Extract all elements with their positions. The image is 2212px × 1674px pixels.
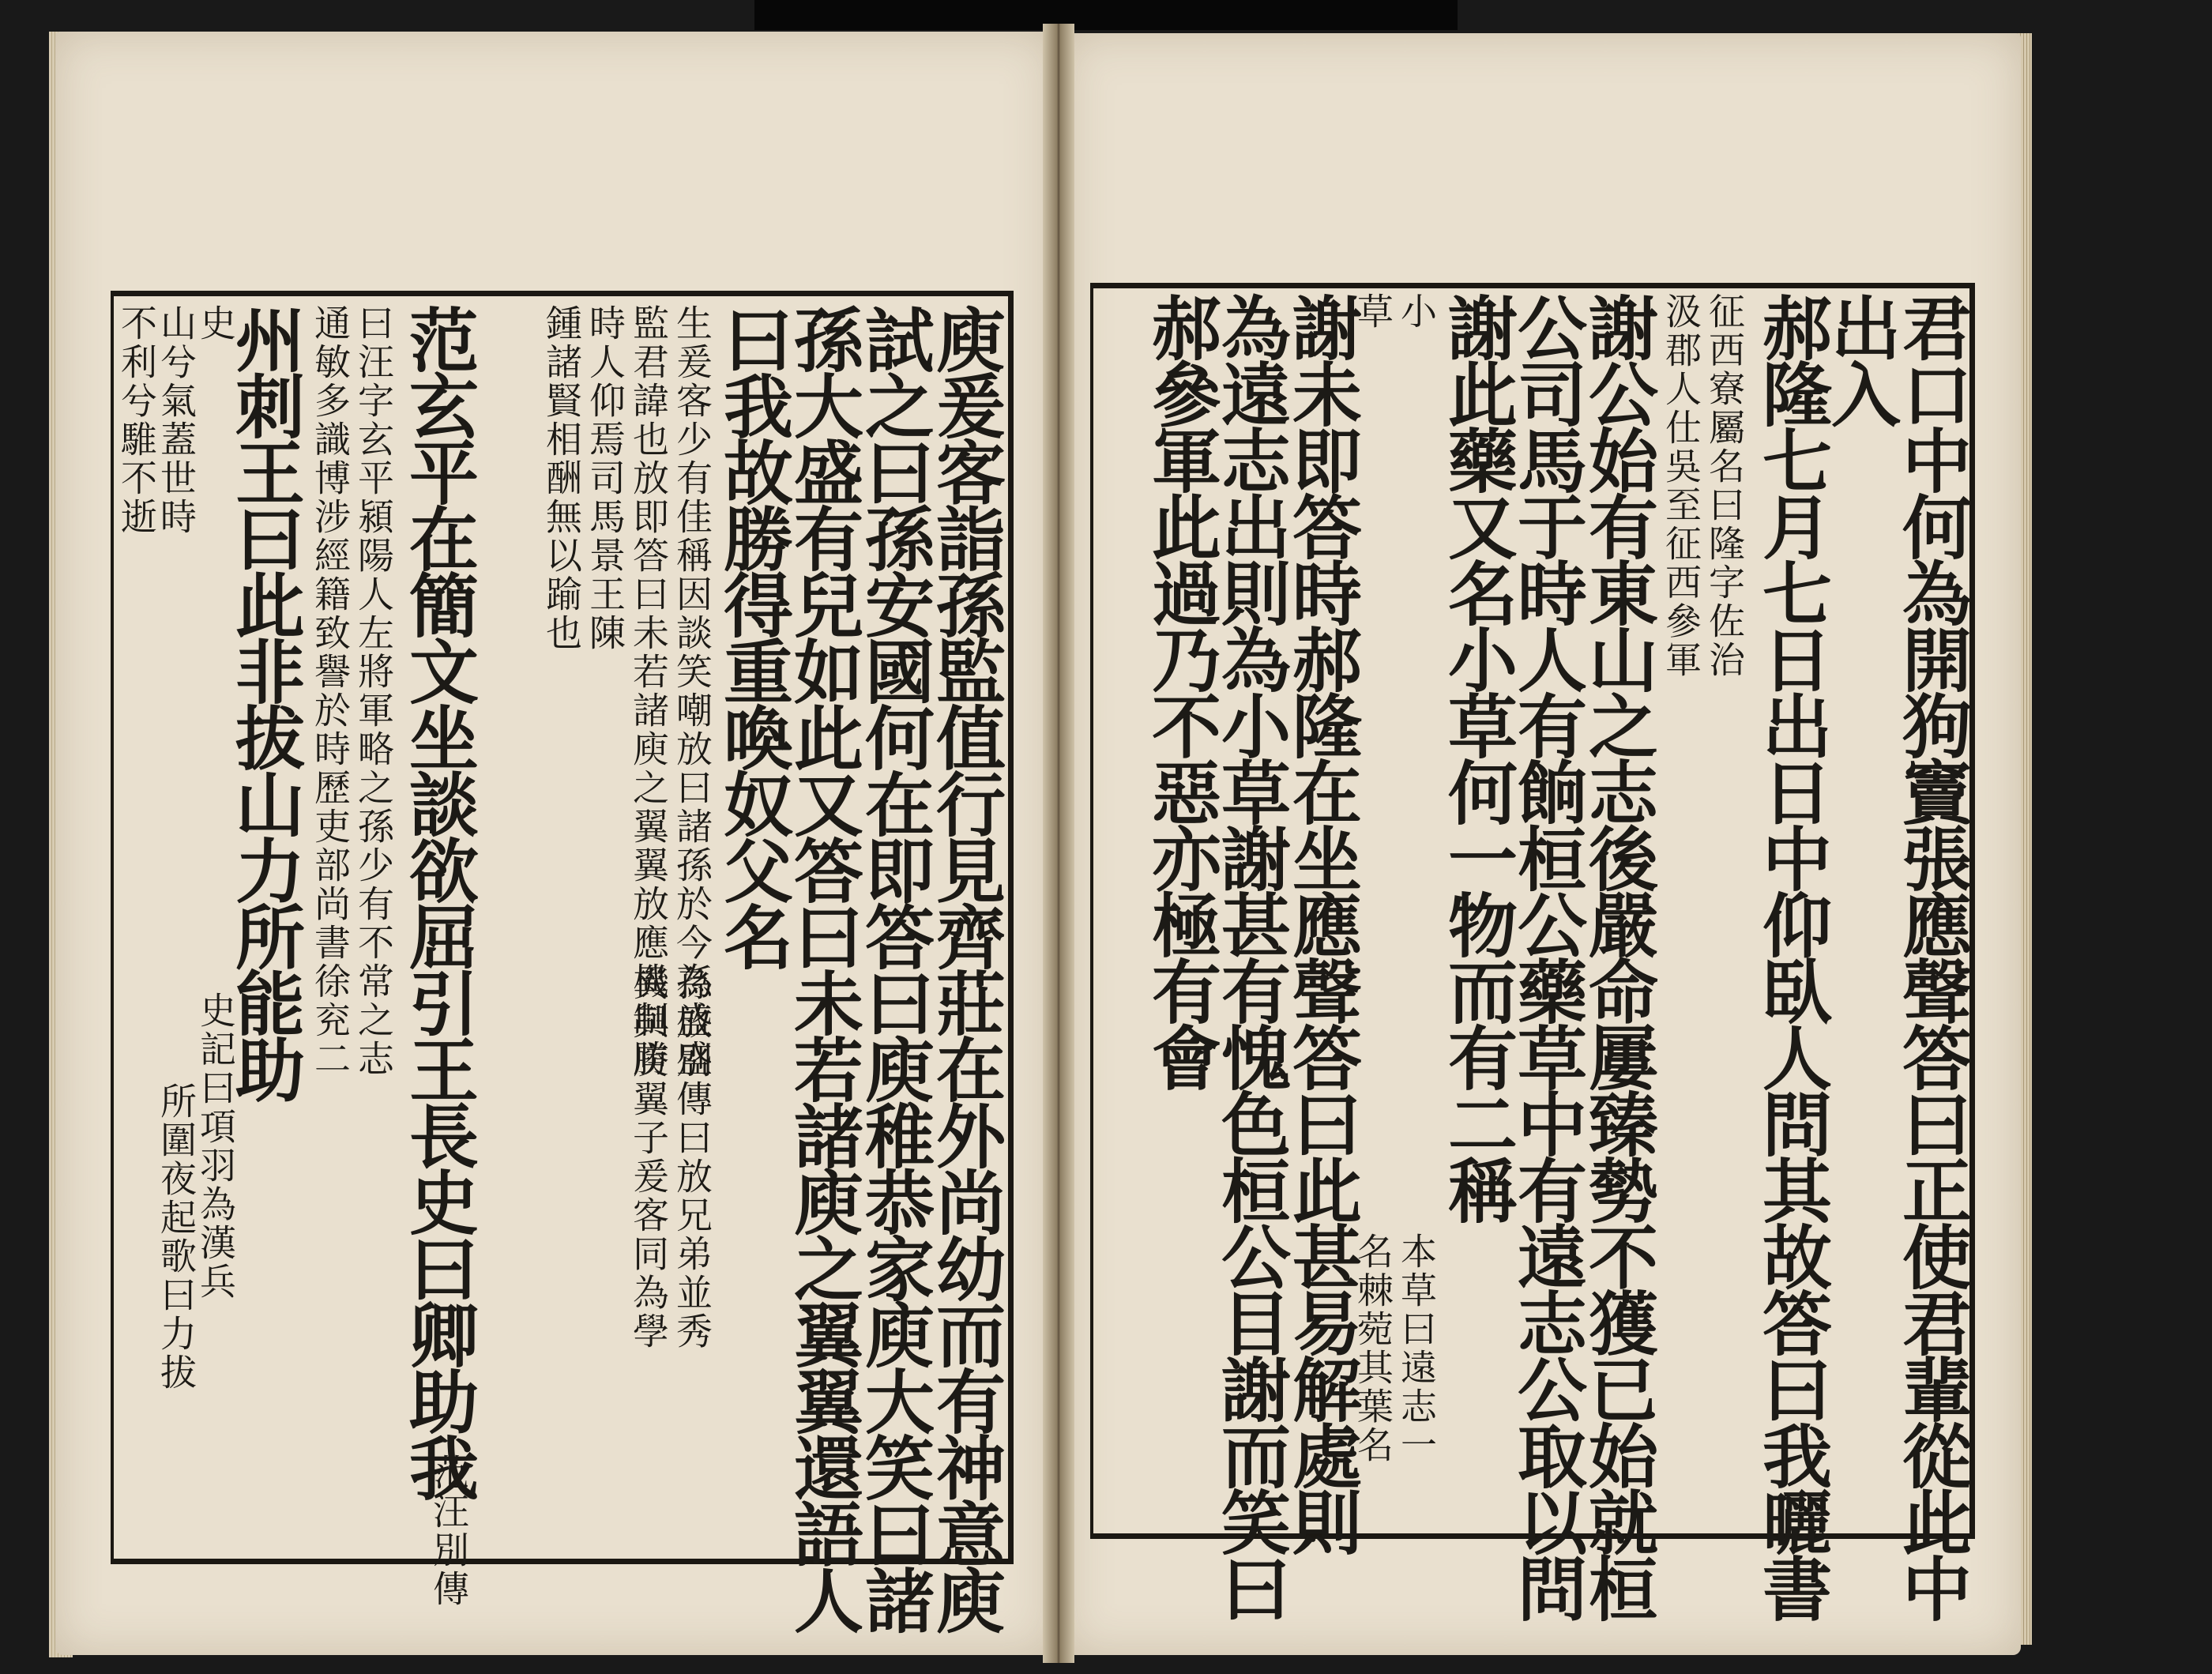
annotation-column-3-top: 征西寮屬名曰隆字佐治: [1703, 292, 1746, 679]
text-column-10: 謝未即答時郝隆在坐應聲答曰此甚易解處則: [1281, 292, 1364, 1553]
annotation-column-7-top: 鍾諸賢相酬無以踰也: [540, 304, 583, 653]
text-column-6: 公司馬于時人有餉桓公藥草中有遠志公取以問: [1507, 292, 1589, 1619]
text-column-11: 為遠志出則為小草謝甚有愧色桓公目謝而笑曰: [1210, 292, 1292, 1619]
annotation-column-15-bottom: 所圍夜起歌曰力拔: [155, 1082, 198, 1392]
annotation-column-9-bottom: 名棘菀其葉名: [1352, 1232, 1394, 1465]
text-column-2: 郝隆七月七日出日中仰臥人問其故答曰我曬書: [1751, 292, 1834, 1619]
text-column-1: 出入: [1820, 292, 1902, 425]
text-column-12: 郝參軍此過乃不惡亦極有會: [1141, 292, 1223, 1089]
text-column-10: 范玄平在簡文坐談欲屈引王長史曰卿助我: [398, 304, 480, 1499]
annotation-column-9-top: 草: [1352, 292, 1394, 331]
text-column-7: 謝此藥又名小草何一物而有二稱: [1437, 292, 1519, 1221]
annotation-column-4-top: 生爰客少有佳稱因談笑嘲放曰諸孫於今為盛盛: [671, 304, 713, 1078]
annotation-column-8-bottom: 孫放別傳曰放兄弟並秀: [671, 964, 713, 1351]
annotation-column-15-top: 山兮氣蓋世時: [155, 304, 198, 536]
annotation-column-8-top: 小: [1395, 292, 1438, 331]
annotation-column-5-top: 監君諱也放即答曰未若諸庾之翼翼放應機制勝: [627, 304, 670, 1078]
annotation-column-4-top: 汲郡人仕吳至征西參軍: [1660, 292, 1702, 679]
annotation-column-6-top: 時人仰焉司馬景王陳: [584, 304, 626, 653]
annotation-column-9-bottom: 異與庾翼子爰客同為學: [627, 964, 670, 1351]
text-column-2: 孫大盛有兒如此又答曰未若諸庾之翼翼還語人: [783, 304, 865, 1631]
annotation-column-11-top: 曰汪字玄平潁陽人左將軍略之孫少有不常之志: [352, 304, 395, 1078]
text-column-5: 謝公始有東山之志後嚴命屢臻勢不獲已始就桓: [1578, 292, 1660, 1619]
text-column-3: 曰我故勝得重喚奴父名: [713, 304, 795, 968]
text-column-1: 試之曰孫安國何在即答曰庾稚恭家庾大笑曰諸: [854, 304, 936, 1631]
annotation-column-14-top: 史: [194, 304, 237, 343]
text-column-0: 君口中何為開狗竇張應聲答曰正使君輩從此中: [1891, 292, 1973, 1619]
book-gutter: [1043, 24, 1074, 1663]
text-column-0: 庾爰客詣孫監值行見齊莊在外尚幼而有神意庾: [925, 304, 1007, 1631]
annotation-column-8-bottom: 本草曰遠志一: [1395, 1232, 1438, 1465]
text-column-13: 州刺王曰此非拔山力所能助: [224, 304, 307, 1100]
annotation-column-17-bottom: 范汪別傳: [427, 1454, 470, 1608]
annotation-column-12-top: 通敏多識博涉經籍致譽於時歷吏部尚書徐兖二: [309, 304, 352, 1078]
binding-shadow: [754, 0, 1458, 30]
annotation-column-14-bottom: 史記曰項羽為漢兵: [194, 991, 237, 1301]
annotation-column-16-top: 不利兮騅不逝: [115, 304, 158, 536]
